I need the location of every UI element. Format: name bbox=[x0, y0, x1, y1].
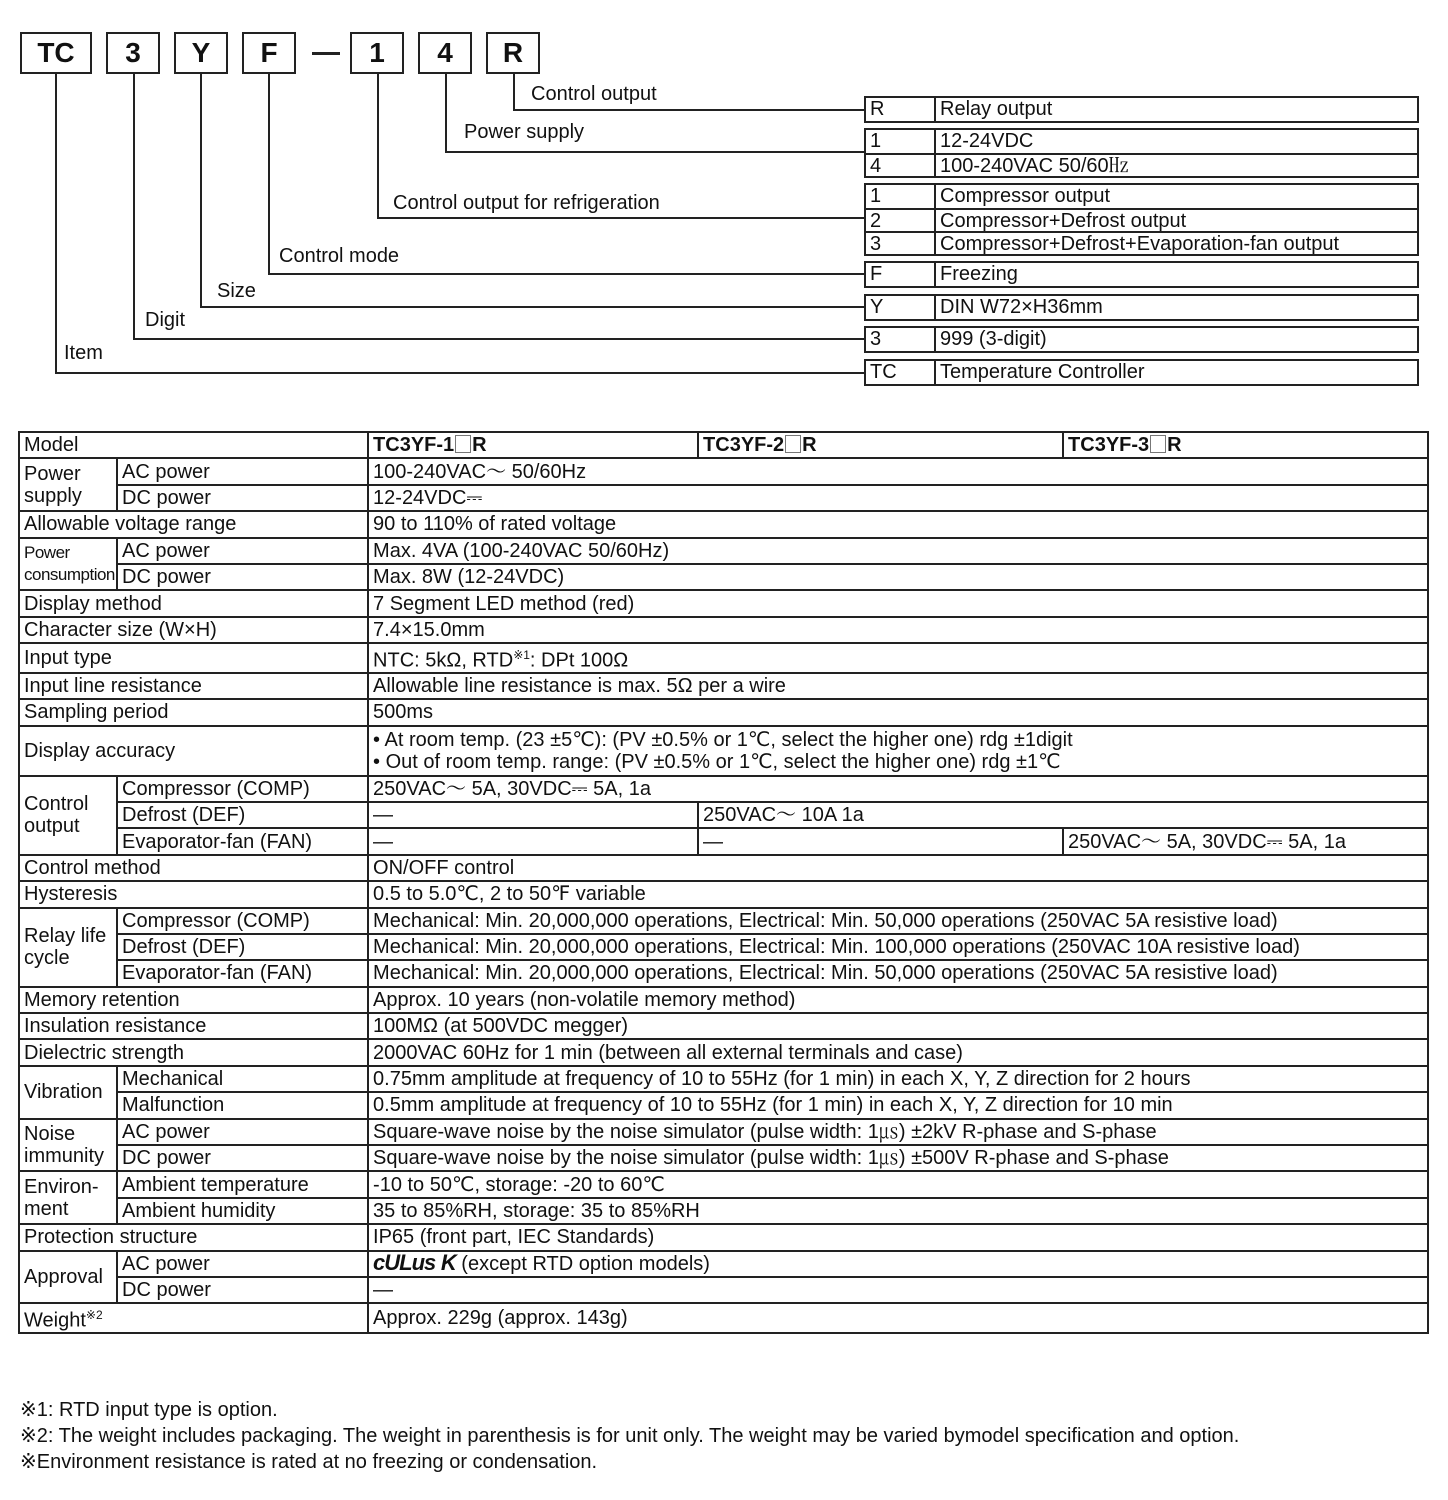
connector-line bbox=[445, 151, 865, 153]
cell-value: IP65 (front part, IEC Standards) bbox=[368, 1224, 1428, 1250]
label-size: Size bbox=[217, 280, 256, 302]
option-row bbox=[866, 98, 1417, 121]
table-row bbox=[19, 432, 1428, 458]
table-row bbox=[19, 511, 1428, 537]
option-code: 1 bbox=[866, 185, 936, 208]
cell-value: Square-wave noise by the noise simulator (pulse width: 1㎲) ±500V R-phase and S-phase bbox=[368, 1145, 1428, 1171]
table-row bbox=[19, 1277, 1428, 1303]
row-label: Environ-ment bbox=[19, 1171, 117, 1224]
placeholder-box-icon bbox=[1150, 435, 1166, 453]
table-row bbox=[19, 1171, 1428, 1197]
connector-line bbox=[268, 273, 865, 275]
cell-value: Approx. 10 years (non-volatile memory method) bbox=[368, 987, 1428, 1013]
row-label: Noise immunity bbox=[19, 1119, 117, 1172]
cell-value: 100-240VAC～ 50/60Hz bbox=[368, 458, 1428, 484]
table-row bbox=[19, 1066, 1428, 1092]
footnote: ※2: The weight includes packaging. The weight in parenthesis is for unit only. The weight may be varied bymodel specification and option. bbox=[20, 1425, 1240, 1447]
option-row bbox=[866, 263, 1417, 286]
option-code: 2 bbox=[866, 210, 936, 231]
row-label: Input line resistance bbox=[19, 673, 368, 699]
connector-line bbox=[133, 74, 135, 339]
options-digit bbox=[864, 326, 1419, 353]
table-row bbox=[19, 881, 1428, 907]
sub-label: AC power bbox=[117, 538, 368, 564]
sub-label: Malfunction bbox=[117, 1092, 368, 1118]
connector-line bbox=[133, 338, 865, 340]
label-control-output: Control output bbox=[531, 83, 657, 105]
table-row bbox=[19, 934, 1428, 960]
table-row bbox=[19, 1039, 1428, 1065]
row-label: Vibration bbox=[19, 1066, 117, 1119]
kc-certification-icon: K bbox=[440, 1250, 456, 1276]
code-box-control-mode: F bbox=[242, 32, 296, 74]
table-row bbox=[19, 458, 1428, 484]
table-row bbox=[19, 1013, 1428, 1039]
cell-value: — bbox=[698, 828, 1063, 854]
connector-line bbox=[268, 74, 270, 274]
cell-value: Mechanical: Min. 20,000,000 operations, Electrical: Min. 50,000 operations (250VAC 5A resistive load) bbox=[368, 908, 1428, 934]
option-row bbox=[866, 185, 1417, 208]
option-code: R bbox=[866, 98, 936, 121]
option-desc: 999 (3-digit) bbox=[940, 328, 1047, 350]
sub-label: DC power bbox=[117, 1145, 368, 1171]
cell-value: 12-24VDC⎓ bbox=[368, 485, 1428, 511]
cell-value: Square-wave noise by the noise simulator (pulse width: 1㎲) ±2kV R-phase and S-phase bbox=[368, 1119, 1428, 1145]
cell-value: Mechanical: Min. 20,000,000 operations, Electrical: Min. 100,000 operations (250VAC 10A resistive load) bbox=[368, 934, 1428, 960]
row-label: Approval bbox=[19, 1251, 117, 1304]
cell-value: — bbox=[368, 802, 698, 828]
row-label: Protection structure bbox=[19, 1224, 368, 1250]
cell-value: — bbox=[368, 828, 698, 854]
row-label: Insulation resistance bbox=[19, 1013, 368, 1039]
placeholder-box-icon bbox=[785, 435, 801, 453]
footnote: ※1: RTD input type is option. bbox=[20, 1399, 278, 1421]
option-desc: DIN W72×H36mm bbox=[940, 296, 1103, 318]
table-row bbox=[19, 538, 1428, 564]
sub-label: Defrost (DEF) bbox=[117, 802, 368, 828]
model-header: TC3YF-2 R bbox=[698, 432, 1063, 458]
sub-label: Defrost (DEF) bbox=[117, 934, 368, 960]
ordering-code-diagram bbox=[0, 0, 1448, 400]
placeholder-box-icon bbox=[455, 435, 471, 453]
option-row bbox=[866, 328, 1417, 351]
label-power-supply: Power supply bbox=[464, 121, 585, 143]
footnote: ※Environment resistance is rated at no freezing or condensation. bbox=[20, 1451, 598, 1473]
connector-line bbox=[200, 306, 865, 308]
table-row bbox=[19, 1145, 1428, 1171]
row-label: Input type bbox=[19, 643, 368, 673]
table-row bbox=[19, 726, 1428, 776]
row-label: Relay life cycle bbox=[19, 908, 117, 987]
cell-value: 90 to 110% of rated voltage bbox=[368, 511, 1428, 537]
connector-line bbox=[200, 74, 202, 307]
option-row bbox=[866, 361, 1417, 384]
option-code: TC bbox=[866, 361, 936, 384]
option-code: 3 bbox=[866, 328, 936, 351]
cell-value: 2000VAC 60Hz for 1 min (between all external terminals and case) bbox=[368, 1039, 1428, 1065]
table-row bbox=[19, 643, 1428, 673]
row-label: Control output bbox=[19, 776, 117, 855]
connector-line bbox=[55, 74, 57, 373]
table-row bbox=[19, 828, 1428, 854]
cell-value: 100MΩ (at 500VDC megger) bbox=[368, 1013, 1428, 1039]
table-row bbox=[19, 855, 1428, 881]
option-row bbox=[866, 296, 1417, 319]
row-label: Model bbox=[19, 432, 368, 458]
cell-value: 7 Segment LED method (red) bbox=[368, 590, 1428, 616]
sub-label: Ambient temperature bbox=[117, 1171, 368, 1197]
code-box-item: TC bbox=[20, 32, 92, 74]
cell-value: Max. 4VA (100-240VAC 50/60Hz) bbox=[368, 538, 1428, 564]
table-row bbox=[19, 699, 1428, 725]
option-desc: 12-24VDC bbox=[940, 130, 1034, 152]
sub-label: Compressor (COMP) bbox=[117, 908, 368, 934]
option-desc: Compressor+Defrost+Evaporation-fan output bbox=[940, 233, 1340, 255]
cell-value: ON/OFF control bbox=[368, 855, 1428, 881]
cell-value: -10 to 50℃, storage: -20 to 60℃ bbox=[368, 1171, 1428, 1197]
sub-label: Mechanical bbox=[117, 1066, 368, 1092]
table-row bbox=[19, 908, 1428, 934]
option-code: Y bbox=[866, 296, 936, 319]
connector-line bbox=[55, 372, 865, 374]
model-header: TC3YF-3 R bbox=[1063, 432, 1428, 458]
connector-line bbox=[377, 217, 865, 219]
table-row bbox=[19, 802, 1428, 828]
sub-label: Ambient humidity bbox=[117, 1198, 368, 1224]
sub-label: DC power bbox=[117, 1277, 368, 1303]
connector-line bbox=[513, 74, 515, 110]
label-control-output-refrig: Control output for refrigeration bbox=[393, 192, 660, 214]
cell-value: Max. 8W (12-24VDC) bbox=[368, 564, 1428, 590]
options-control-output bbox=[864, 96, 1419, 123]
cell-value: NTC: 5kΩ, RTD$^{※1}$: DPt 100Ω bbox=[368, 643, 1428, 673]
options-size bbox=[864, 294, 1419, 321]
option-code: 4 bbox=[866, 155, 936, 176]
option-row bbox=[866, 130, 1417, 153]
sub-label: Compressor (COMP) bbox=[117, 776, 368, 802]
table-row bbox=[19, 776, 1428, 802]
table-row bbox=[19, 1251, 1428, 1277]
spec-table bbox=[18, 431, 1429, 1334]
row-label: Allowable voltage range bbox=[19, 511, 368, 537]
option-code: F bbox=[866, 263, 936, 286]
table-row bbox=[19, 1119, 1428, 1145]
label-item: Item bbox=[64, 342, 103, 364]
cell-value: — bbox=[368, 1277, 1428, 1303]
option-row bbox=[866, 153, 1417, 176]
cell-value: 250VAC～ 5A, 30VDC⎓ 5A, 1a bbox=[368, 776, 1428, 802]
cell-value: cULus K (except RTD option models) bbox=[368, 1251, 1428, 1277]
table-row bbox=[19, 485, 1428, 511]
option-desc: Temperature Controller bbox=[940, 361, 1145, 383]
cell-value: • At room temp. (23 ±5℃): (PV ±0.5% or 1℃, select the higher one) rdg ±1digit • Out of room temp. range: (PV ±0.5% or 1℃, select the higher one) rdg ±1℃ bbox=[368, 726, 1428, 776]
table-row bbox=[19, 1303, 1428, 1333]
model-header: TC3YF-1 R bbox=[368, 432, 698, 458]
cell-value: 250VAC～ 10A 1a bbox=[698, 802, 1428, 828]
options-item bbox=[864, 359, 1419, 386]
cell-value: 0.75mm amplitude at frequency of 10 to 55Hz (for 1 min) in each X, Y, Z direction for 2 hours bbox=[368, 1066, 1428, 1092]
row-label: Power supply bbox=[19, 458, 117, 511]
options-control-mode bbox=[864, 261, 1419, 288]
code-box-digit: 3 bbox=[106, 32, 160, 74]
row-label: Weight$^{※2}$ bbox=[19, 1303, 368, 1333]
cell-value: 250VAC～ 5A, 30VDC⎓ 5A, 1a bbox=[1063, 828, 1428, 854]
option-code: 3 bbox=[866, 233, 936, 254]
connector-line bbox=[513, 109, 865, 111]
sub-label: Evaporator-fan (FAN) bbox=[117, 960, 368, 986]
cell-value: Allowable line resistance is max. 5Ω per a wire bbox=[368, 673, 1428, 699]
code-dash bbox=[312, 52, 340, 55]
table-row bbox=[19, 1224, 1428, 1250]
row-label: Display method bbox=[19, 590, 368, 616]
option-code: 1 bbox=[866, 130, 936, 153]
options-power-supply bbox=[864, 128, 1419, 178]
code-box-power-supply: 4 bbox=[418, 32, 472, 74]
row-label: Control method bbox=[19, 855, 368, 881]
sub-label: Evaporator-fan (FAN) bbox=[117, 828, 368, 854]
sub-label: AC power bbox=[117, 1251, 368, 1277]
option-desc: Compressor+Defrost output bbox=[940, 210, 1187, 232]
cell-value: Approx. 229g (approx. 143g) bbox=[368, 1303, 1428, 1333]
row-label: Character size (W×H) bbox=[19, 617, 368, 643]
table-row bbox=[19, 617, 1428, 643]
sub-label: DC power bbox=[117, 564, 368, 590]
connector-line bbox=[377, 74, 379, 218]
row-label: Power consumption bbox=[19, 538, 117, 591]
table-row bbox=[19, 673, 1428, 699]
row-label: Dielectric strength bbox=[19, 1039, 368, 1065]
option-desc: 100-240VAC 50/60㎐ bbox=[940, 155, 1129, 177]
options-control-output-refrig bbox=[864, 183, 1419, 256]
footnotes bbox=[20, 1397, 1239, 1475]
table-row bbox=[19, 1092, 1428, 1118]
table-row bbox=[19, 564, 1428, 590]
table-row bbox=[19, 987, 1428, 1013]
cell-value: 7.4×15.0mm bbox=[368, 617, 1428, 643]
ul-certification-icon: cULus bbox=[373, 1250, 436, 1276]
code-box-size: Y bbox=[174, 32, 228, 74]
table-row bbox=[19, 590, 1428, 616]
cell-value: Mechanical: Min. 20,000,000 operations, Electrical: Min. 50,000 operations (250VAC 5A resistive load) bbox=[368, 960, 1428, 986]
label-digit: Digit bbox=[145, 309, 186, 331]
cell-value: 0.5mm amplitude at frequency of 10 to 55Hz (for 1 min) in each X, Y, Z direction for 10 min bbox=[368, 1092, 1428, 1118]
row-label: Hysteresis bbox=[19, 881, 368, 907]
row-label: Display accuracy bbox=[19, 726, 368, 776]
option-desc: Relay output bbox=[940, 98, 1053, 120]
table-row bbox=[19, 960, 1428, 986]
option-desc: Freezing bbox=[940, 263, 1018, 285]
label-control-mode: Control mode bbox=[279, 245, 400, 267]
connector-line bbox=[445, 74, 447, 152]
row-label: Memory retention bbox=[19, 987, 368, 1013]
option-row bbox=[866, 208, 1417, 231]
option-desc: Compressor output bbox=[940, 185, 1111, 207]
sub-label: AC power bbox=[117, 1119, 368, 1145]
code-box-control-output: R bbox=[486, 32, 540, 74]
cell-value: 35 to 85%RH, storage: 35 to 85%RH bbox=[368, 1198, 1428, 1224]
sub-label: DC power bbox=[117, 485, 368, 511]
row-label: Sampling period bbox=[19, 699, 368, 725]
cell-value: 0.5 to 5.0℃, 2 to 50℉ variable bbox=[368, 881, 1428, 907]
option-row bbox=[866, 231, 1417, 254]
code-box-refrig-output: 1 bbox=[350, 32, 404, 74]
cell-value: 500ms bbox=[368, 699, 1428, 725]
table-row bbox=[19, 1198, 1428, 1224]
sub-label: AC power bbox=[117, 458, 368, 484]
